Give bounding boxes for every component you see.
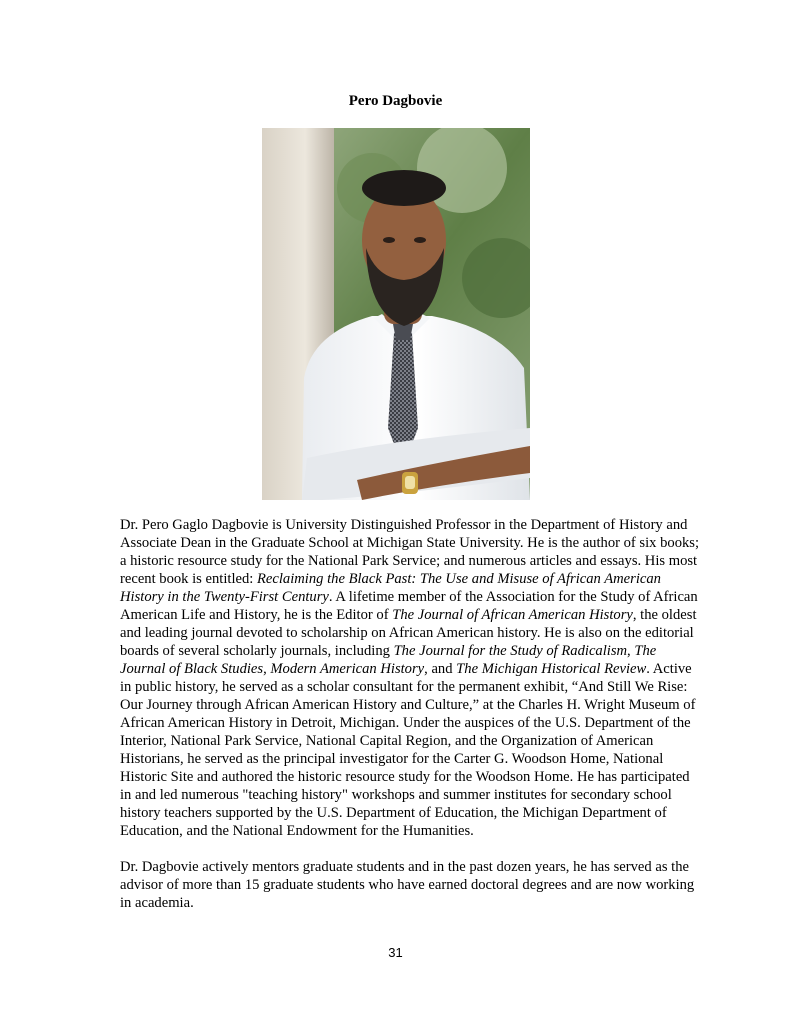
text-run: . Active in public history, he served as a scholar consultant for the permanent exhibit, “And Still We Rise: Our Journey through African American History and Culture,” at the Charles H. Wright Museum of African American History in Detroit, Michigan. Under the auspices of the U.S. Department of the Interior, National Park Service, National Capital Region, and the Organization of American Historians, he served as the principal investigator for the Carter G. Woodson Home, National Historic Site and authored the historic resource study for the Woodson Home. He has participated in and led numerous "teaching history" workshops and summer institutes for secondary school history teachers supported by the U.S. Department of Education, the Michigan Department of Education, and the National Endowment for the Humanities. — [120, 661, 696, 839]
text-run: Dr. Pero Gaglo Dagbovie is University Distinguished Professor in the Department of History and Associate Dean in the Graduate School at Michigan State University. He is the author of six books; a historic resource study for the National Park Service; and numerous articles and essays. His most recent book is entitled: — [120, 517, 700, 587]
italic-title: The Michigan Historical Review — [456, 661, 647, 677]
biography — [120, 516, 702, 912]
biography-paragraph-2: Dr. Dagbovie actively mentors graduate students and in the past dozen years, he has served as the advisor of more than 15 graduate students who have earned doctoral degrees and are now working in academia. — [120, 859, 695, 911]
italic-title: The Journal of African American History — [392, 607, 633, 623]
page-number: 31 — [388, 945, 403, 960]
portrait-photo — [262, 128, 530, 500]
italic-title: The Journal for the Study of Radicalism — [393, 643, 628, 659]
text-run: , — [263, 661, 271, 677]
italic-title: Modern American History — [270, 661, 425, 677]
text-run: , and — [424, 661, 457, 677]
text-run: , — [627, 643, 635, 659]
text-run: , the oldest and leading journal devoted to scholarship on African American history. He is also on the editorial boards of several scholarly journals, including — [120, 607, 697, 659]
page-title: Pero Dagbovie — [348, 93, 443, 109]
italic-title: Reclaiming the Black Past: The Use and Misuse of African American History in the Twenty-First Century — [120, 571, 661, 605]
biography-paragraph-1 — [120, 516, 702, 840]
italic-title: The Journal of Black Studies — [120, 643, 657, 677]
text-run: . A lifetime member of the Association for the Study of African American Life and History, he is the Editor of — [120, 589, 698, 623]
